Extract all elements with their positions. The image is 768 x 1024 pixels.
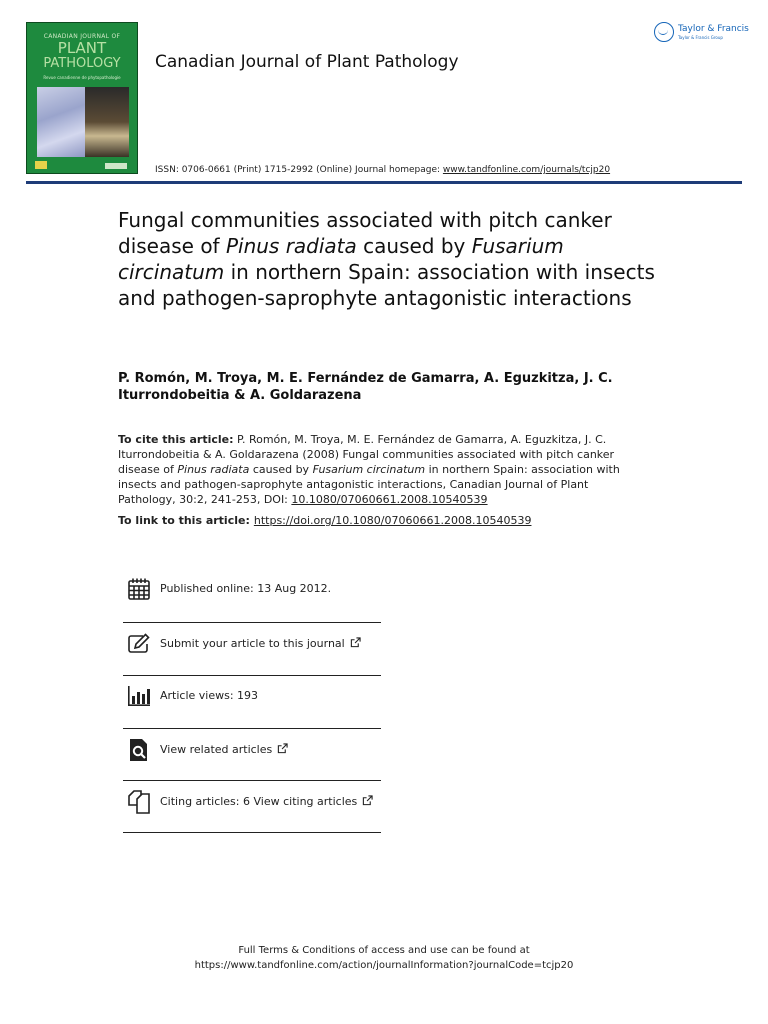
calendar-icon [127, 577, 151, 601]
title-text-2: caused by [356, 234, 472, 258]
cover-subtitle: Revue canadienne de phytopathologie [43, 75, 121, 80]
external-link-icon [350, 637, 361, 648]
related-articles-row[interactable] [123, 738, 381, 790]
terms-footer-line1: Full Terms & Conditions of access and use can be found at [238, 945, 530, 956]
published-online-text: Published online: 13 Aug 2012. [160, 582, 332, 595]
citation-label: To cite this article: [118, 433, 234, 446]
citation-text-1: P. Romón, M. Troya, M. E. Fernández de Gamarra, A. Eguzkitza, J. C. Iturrondobeitia & A. Goldarazena (2008) Fungal communities associated with pitch canker disease of [118, 433, 615, 476]
terms-footer-link[interactable]: https://www.tandfonline.com/action/journalInformation?journalCode=tcjp20 [194, 960, 574, 971]
cover-title-line2: PATHOLOGY [43, 56, 121, 71]
citing-documents-icon [127, 790, 151, 814]
related-articles-link[interactable] [160, 743, 288, 756]
citation-block [118, 432, 638, 507]
cover-root-photo [85, 87, 129, 157]
article-title [118, 207, 658, 311]
bar-chart-icon [127, 684, 151, 708]
issn-text: ISSN: 0706-0661 (Print) 1715-2992 (Online) Journal homepage: [155, 165, 443, 175]
title-text-1: Fungal communities associated with pitch canker disease of [118, 208, 612, 258]
title-text-3: in northern Spain: association with insects and pathogen-saprophyte antagonistic interactions [118, 260, 655, 310]
publisher-group: Taylor & Francis Group [678, 35, 723, 40]
article-link-label: To link to this article: [118, 514, 250, 527]
journal-cover-image [26, 22, 138, 174]
cover-publisher-logo [105, 163, 127, 169]
journal-title: Canadian Journal of Plant Pathology [155, 52, 459, 72]
info-divider-5 [123, 832, 381, 833]
related-search-icon [127, 738, 151, 762]
article-views-text: Article views: 193 [160, 689, 259, 702]
external-link-icon [277, 743, 288, 754]
title-species-1: Pinus radiata [225, 234, 357, 258]
citation-species-1: Pinus radiata [177, 463, 250, 476]
info-divider-1 [123, 622, 381, 623]
article-authors: P. Romón, M. Troya, M. E. Fernández de Gamarra, A. Eguzkitza, J. C. Iturrondobeitia & A. Goldarazena [118, 371, 613, 403]
citation-species-2: Fusarium circinatum [312, 463, 426, 476]
citation-doi-link[interactable]: 10.1080/07060661.2008.10540539 [291, 493, 488, 506]
info-divider-2 [123, 675, 381, 676]
external-link-icon [362, 795, 373, 806]
related-articles-label: View related articles [160, 743, 273, 756]
citing-articles-row[interactable] [123, 790, 381, 842]
journal-homepage-link[interactable]: www.tandfonline.com/journals/tcjp20 [442, 165, 611, 175]
cover-title-line1: PLANT [57, 39, 107, 57]
citation-text-2: caused by [249, 463, 313, 476]
article-link-line [118, 514, 658, 527]
info-divider-3 [123, 728, 381, 729]
submit-article-label: Submit your article to this journal [160, 637, 345, 650]
submit-article-row[interactable] [123, 632, 381, 684]
publisher-logo-icon [654, 22, 674, 42]
title-species-2: Fusarium circinatum [118, 234, 564, 284]
citing-articles-label: Citing articles: 6 View citing articles [160, 795, 358, 808]
info-divider-4 [123, 780, 381, 781]
terms-footer [0, 943, 768, 973]
issn-line [155, 165, 610, 175]
publisher-logo [654, 22, 754, 48]
cover-micrograph [37, 87, 85, 157]
cover-society-logo [35, 161, 47, 169]
submit-article-link[interactable] [160, 637, 361, 650]
citation-text-3: in northern Spain: association with insects and pathogen-saprophyte antagonistic interactions, Canadian Journal of Plant Pathology, 30:2, 241-253, DOI: [118, 463, 620, 506]
citing-articles-link[interactable] [160, 795, 373, 808]
header-divider [26, 181, 742, 184]
edit-icon [127, 632, 151, 656]
article-doi-link[interactable]: https://doi.org/10.1080/07060661.2008.10540539 [253, 514, 532, 527]
cover-top-text: CANADIAN JOURNAL OF [43, 33, 121, 40]
publisher-name: Taylor & Francis [678, 24, 749, 34]
